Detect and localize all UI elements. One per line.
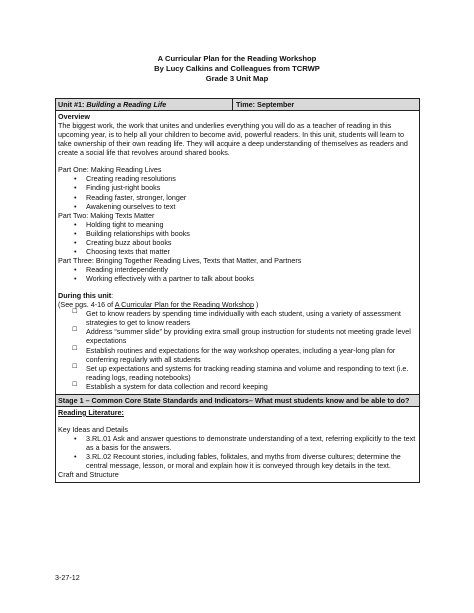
part-one-title: Part One: Making Reading Lives: [58, 165, 162, 175]
time-cell: [233, 99, 419, 110]
title-line-2: By Lucy Calkins and Colleagues from TCRWP: [154, 64, 320, 74]
during-unit-colon: :: [111, 291, 114, 301]
part-three-list: [58, 265, 417, 283]
during-unit-heading: [58, 291, 417, 300]
see-pages-note: [58, 300, 417, 309]
list-item: [58, 309, 417, 327]
list-item: • Creating buzz about books: [58, 238, 417, 247]
craft-structure-heading: Craft and Structure: [58, 470, 119, 480]
curricular-plan-link[interactable]: A Curricular Plan for the Reading Workshop: [114, 300, 255, 310]
list-item: [58, 382, 417, 391]
standards-list: [58, 434, 417, 470]
checkbox-icon: ☐: [72, 363, 78, 370]
part-two-title: Part Two: Making Texts Matter: [58, 210, 155, 220]
time-label: Time:: [236, 100, 256, 109]
overview-section: [56, 110, 419, 394]
during-unit-list: [58, 309, 417, 391]
stage-1-heading: Stage 1 – Common Core State Standards and Indicators– What must students know and be able to do?: [56, 394, 419, 406]
list-item: [58, 364, 417, 382]
unit-title-cell: [56, 99, 233, 110]
see-pages-suffix: ): [254, 300, 259, 310]
list-item: • Choosing texts that matter: [58, 247, 417, 256]
document-title: [0, 54, 474, 84]
list-item: • 3.RL.01 Ask and answer questions to demonstrate understanding of a text, referring explicitly to the text as a basis for the answers.: [58, 434, 417, 452]
list-item: • Finding just-right books: [58, 183, 417, 192]
list-item: [58, 346, 417, 364]
checkbox-icon: ☐: [72, 345, 78, 352]
unit-map-table: [55, 98, 420, 483]
standards-section: [56, 406, 419, 482]
list-item: • 3.RL.02 Recount stories, including fables, folktales, and myths from diverse cultures; determine the central message, lesson, or moral and explain how it is conveyed through key details in the text.: [58, 452, 417, 470]
checkbox-icon: ☐: [72, 309, 78, 316]
part-three-title: Part Three: Bringing Together Reading Lives, Texts that Matter, and Partners: [58, 255, 302, 265]
list-item: • Awakening ourselves to text: [58, 202, 417, 211]
list-item-text: Set up expectations and systems for tracking reading stamina and volume and responding to text (i.e. reading logs, reading notebooks): [86, 363, 409, 382]
unit-header-row: [56, 99, 419, 110]
unit-label: Unit #1:: [58, 100, 85, 109]
list-item: • Creating reading resolutions: [58, 174, 417, 183]
key-ideas-heading: Key Ideas and Details: [58, 424, 128, 434]
see-pages-prefix: (See pgs. 4-16 of: [58, 300, 115, 310]
part-two-list: [58, 220, 417, 256]
list-item: [58, 327, 417, 345]
list-item: • Working effectively with a partner to talk about books: [58, 274, 417, 283]
list-item-text: Establish a system for data collection and record keeping: [86, 381, 268, 391]
list-item: • Reading faster, stronger, longer: [58, 193, 417, 202]
overview-text: The biggest work, the work that unites and underlies everything you will do as a teacher of reading in this upcoming year, is to help all your children to become avid, powerful readers. In this unit, students will learn to take ownership of their own reading life. They will acquire a deep understanding of themselves as readers and create a social life that revolves around shared books.: [58, 121, 408, 158]
unit-name: Building a Reading Life: [86, 100, 167, 109]
list-item: • Reading interdependently: [58, 265, 417, 274]
list-item: • Building relationships with books: [58, 229, 417, 238]
list-item-text: Get to know readers by spending time individually with each student, using a variety of assessment strategies to get to know readers: [86, 309, 401, 328]
during-unit-label: During this unit: [58, 291, 112, 301]
checkbox-icon: ☐: [72, 327, 78, 334]
checkbox-icon: ☐: [72, 381, 78, 388]
list-item-text: Establish routines and expectations for the way workshop operates, including a year-long plan for conferring regularly with all students: [86, 345, 396, 364]
title-line-3: Grade 3 Unit Map: [205, 74, 269, 84]
reading-literature-heading: Reading Literature:: [58, 407, 124, 417]
overview-heading: Overview: [58, 112, 90, 121]
part-one-list: [58, 174, 417, 210]
time-value: September: [257, 100, 295, 109]
title-line-1: A Curricular Plan for the Reading Workshop: [157, 54, 317, 63]
footer-date: 3-27-12: [55, 573, 80, 582]
list-item-text: Address “summer slide” by providing extra small group instruction for students not meeting grade level expectations: [86, 327, 411, 346]
list-item: • Holding tight to meaning: [58, 220, 417, 229]
